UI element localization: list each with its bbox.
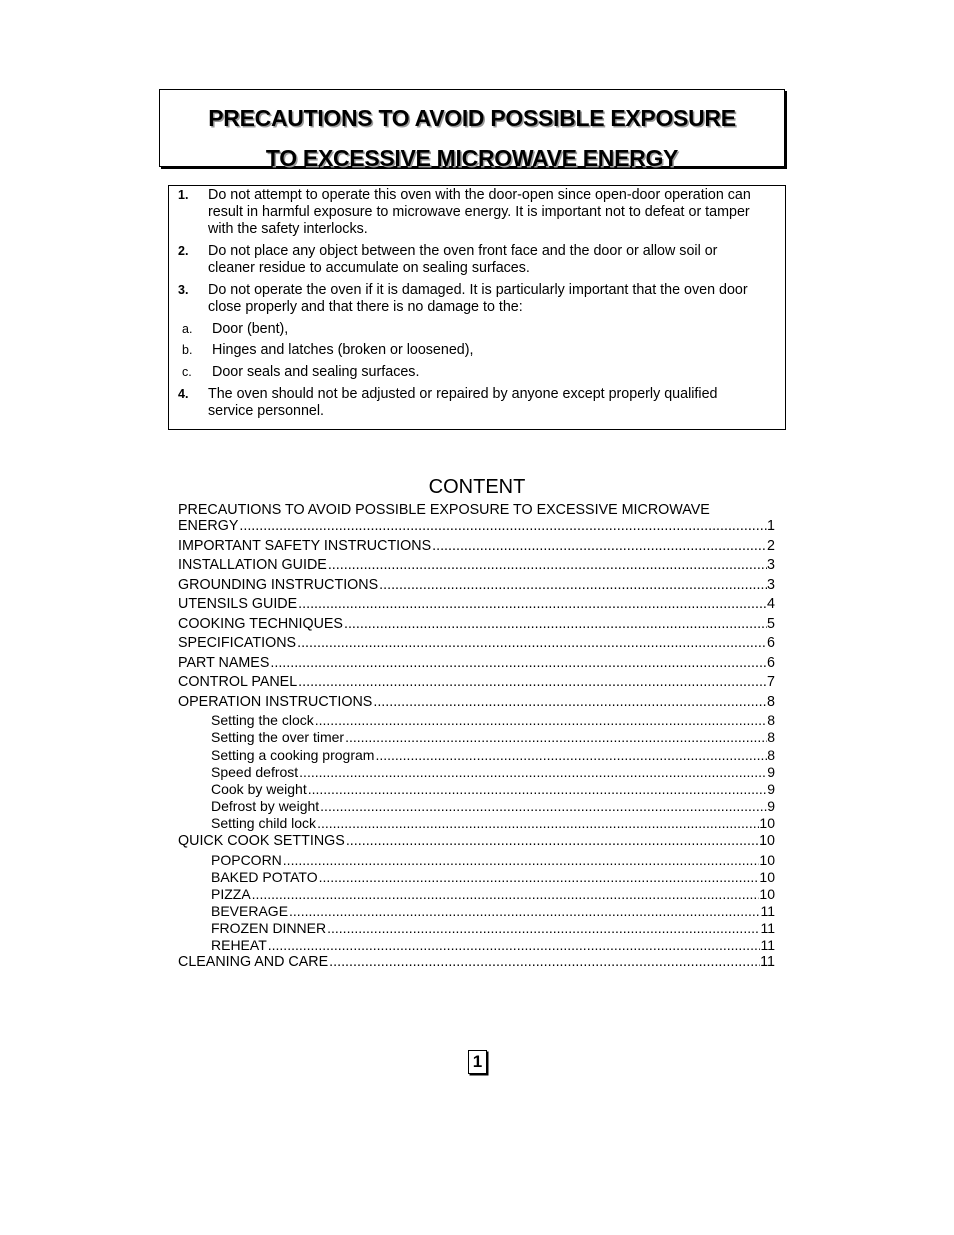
subitem-text: Door seals and sealing surfaces.: [212, 364, 420, 380]
toc-label: REHEAT: [211, 937, 267, 953]
toc-leader-dots: [298, 764, 767, 781]
toc-leader-dots: [344, 729, 767, 746]
toc-subentry[interactable]: [211, 764, 775, 781]
toc-page: 10: [759, 852, 775, 868]
toc-label: Cook by weight: [211, 781, 307, 797]
toc-subentry[interactable]: [211, 869, 775, 886]
toc-label: FROZEN DINNER: [211, 920, 327, 936]
toc-entry[interactable]: [178, 577, 775, 594]
toc-page: 8: [767, 694, 775, 710]
precaution-number: 2.: [178, 244, 189, 258]
title-line-1: PRECAUTIONS TO AVOID POSSIBLE EXPOSURE: [208, 105, 736, 131]
subitem-letter: a.: [182, 322, 193, 336]
toc-label: BAKED POTATO: [211, 869, 318, 885]
toc-page: 10: [759, 886, 775, 902]
toc-subentry[interactable]: [211, 712, 775, 729]
toc-leader-dots: [326, 920, 760, 937]
toc-page: 9: [767, 781, 775, 797]
precaution-text-line: result in harmful exposure to microwave energy. It is important not to defeat or tamper: [208, 204, 750, 220]
toc-page: 1: [767, 518, 775, 534]
toc-leader-dots: [267, 937, 761, 954]
toc-subentry[interactable]: [211, 798, 775, 815]
title-box: [159, 89, 785, 171]
toc-subentry[interactable]: [211, 747, 775, 764]
toc-subentry[interactable]: [211, 781, 775, 798]
toc-page: 4: [767, 596, 775, 612]
toc-page: 8: [767, 729, 775, 745]
title-line-2: TO EXCESSIVE MICROWAVE ENERGY: [265, 145, 679, 171]
toc-page: 10: [759, 833, 775, 849]
toc-label: Speed defrost: [211, 764, 299, 780]
toc-entry[interactable]: [178, 557, 775, 574]
toc-leader-dots: [307, 781, 767, 798]
toc-label: Defrost by weight: [211, 798, 320, 814]
toc-leader-dots: [314, 712, 767, 729]
toc-entry[interactable]: [178, 616, 775, 633]
toc-label: ENERGY: [178, 518, 239, 534]
toc-page: 11: [760, 920, 775, 936]
precaution-text-line: Do not attempt to operate this oven with the door-open since open-door operation can: [208, 187, 751, 203]
toc-entry[interactable]: [178, 954, 775, 971]
toc-page: 6: [767, 635, 775, 651]
toc-page: 2: [767, 538, 775, 554]
toc-subentry[interactable]: [211, 852, 775, 869]
precaution-number: 3.: [178, 283, 189, 297]
precaution-number: 1.: [178, 188, 189, 202]
toc-leader-dots: [431, 538, 767, 555]
toc-leader-dots: [372, 694, 767, 711]
toc-leader-dots: [319, 798, 767, 815]
toc-leader-dots: [378, 577, 767, 594]
subitem-letter: b.: [182, 343, 193, 357]
precautions-box: [168, 185, 786, 430]
toc-leader-dots: [297, 674, 767, 691]
toc-subentry[interactable]: [211, 886, 775, 903]
toc-subentry[interactable]: [211, 815, 775, 832]
toc-page: 9: [767, 764, 775, 780]
toc-label: Setting child lock: [211, 815, 317, 831]
toc-leader-dots: [374, 747, 767, 764]
toc-leader-dots: [343, 616, 767, 633]
toc-leader-dots: [251, 886, 760, 903]
toc-label: PIZZA: [211, 886, 251, 902]
toc-label: OPERATION INSTRUCTIONS: [178, 694, 373, 710]
toc-page: 8: [767, 747, 775, 763]
toc-leader-dots: [316, 815, 759, 832]
precaution-number: 4.: [178, 387, 189, 401]
precaution-text-line: service personnel.: [208, 403, 325, 419]
toc-label: Setting the over timer: [211, 729, 345, 745]
toc-subentry[interactable]: [211, 937, 775, 954]
toc-entry[interactable]: [178, 596, 775, 613]
toc-label: GROUNDING INSTRUCTIONS: [178, 577, 379, 593]
toc-leader-dots: [238, 518, 767, 535]
toc-page: 7: [767, 674, 775, 690]
toc-leader-dots: [269, 655, 767, 672]
toc-entry[interactable]: [178, 694, 775, 711]
toc-leader-dots: [282, 852, 760, 869]
precaution-text-line: cleaner residue to accumulate on sealing surfaces.: [208, 260, 530, 276]
toc-label: UTENSILS GUIDE: [178, 596, 298, 612]
toc-entry[interactable]: [178, 635, 775, 652]
toc-label: Setting the clock: [211, 712, 314, 728]
toc-page: 11: [760, 937, 775, 953]
subitem-text: Door (bent),: [212, 321, 289, 337]
toc-label: SPECIFICATIONS: [178, 635, 297, 651]
toc-label: Setting a cooking program: [211, 747, 375, 763]
precaution-text-line: Do not operate the oven if it is damaged. It is particularly important that the oven door: [208, 282, 748, 298]
toc-leader-dots: [297, 596, 767, 613]
precaution-text-line: The oven should not be adjusted or repaired by anyone except properly qualified: [208, 386, 718, 402]
toc-label: BEVERAGE: [211, 903, 289, 919]
toc-page: 3: [767, 557, 775, 573]
precaution-text-line: with the safety interlocks.: [208, 221, 368, 237]
toc-label: PART NAMES: [178, 655, 270, 671]
subitem-text: Hinges and latches (broken or loosened),: [212, 342, 474, 358]
toc-subentry[interactable]: [211, 729, 775, 746]
precaution-text-line: close properly and that there is no damage to the:: [208, 299, 523, 315]
toc-label: CLEANING AND CARE: [178, 954, 329, 970]
toc-label: IMPORTANT SAFETY INSTRUCTIONS: [178, 538, 432, 554]
page-number-box: 1: [468, 1050, 487, 1074]
toc-page: 6: [767, 655, 775, 671]
toc-page: 10: [759, 869, 775, 885]
toc-page: 11: [760, 903, 775, 919]
toc-leader-dots: [318, 869, 760, 886]
toc-label: POPCORN: [211, 852, 282, 868]
toc-leader-dots: [327, 557, 767, 574]
toc-page: 5: [767, 616, 775, 632]
toc-entry[interactable]: [178, 518, 775, 535]
toc-label: CONTROL PANEL: [178, 674, 298, 690]
content-heading: CONTENT: [428, 476, 526, 498]
subitem-letter: c.: [182, 365, 192, 379]
toc-subentry[interactable]: [211, 920, 775, 937]
toc-label: COOKING TECHNIQUES: [178, 616, 343, 632]
toc-entry[interactable]: [178, 538, 775, 555]
precaution-text-line: Do not place any object between the oven front face and the door or allow soil or: [208, 243, 718, 259]
toc-page: 8: [767, 712, 775, 728]
toc-first-line: PRECAUTIONS TO AVOID POSSIBLE EXPOSURE TO EXCESSIVE MICROWAVE: [178, 502, 710, 518]
toc-page: 11: [760, 954, 775, 970]
toc-leader-dots: [296, 635, 767, 652]
toc-entry[interactable]: [178, 655, 775, 672]
toc-page: 9: [767, 798, 775, 814]
toc-label: QUICK COOK SETTINGS: [178, 833, 345, 849]
toc-leader-dots: [345, 833, 759, 850]
toc-leader-dots: [328, 954, 760, 971]
toc-subentry[interactable]: [211, 903, 775, 920]
toc-leader-dots: [288, 903, 760, 920]
toc-entry[interactable]: [178, 833, 775, 850]
toc-page: 3: [767, 577, 775, 593]
toc-page: 10: [759, 815, 775, 831]
toc-entry[interactable]: [178, 674, 775, 691]
toc-label: INSTALLATION GUIDE: [178, 557, 327, 573]
